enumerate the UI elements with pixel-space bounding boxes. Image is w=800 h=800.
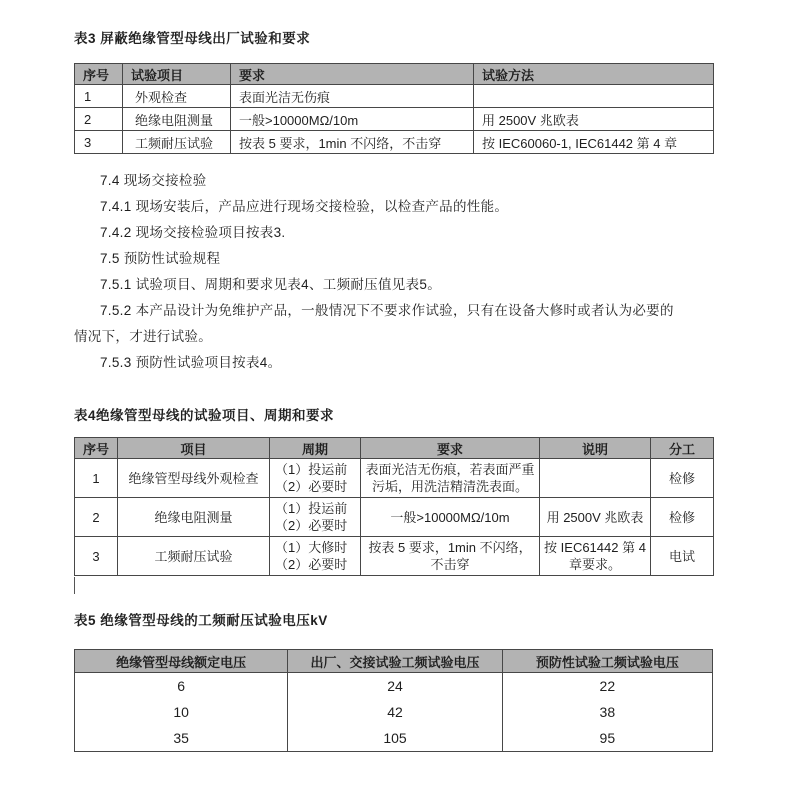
body-paragraphs bbox=[74, 168, 800, 376]
table4 bbox=[74, 437, 714, 576]
table-cell: 24 bbox=[288, 673, 502, 700]
table4-header-cell: 序号 bbox=[75, 438, 118, 459]
table-cell: 绝缘电阻测量 bbox=[118, 498, 270, 537]
table-cell: 1 bbox=[75, 459, 118, 498]
period-line: （2）必要时 bbox=[275, 518, 348, 533]
table-cell: 10 bbox=[75, 699, 288, 725]
table-cell: 95 bbox=[502, 725, 712, 752]
period-line: （1）大修时 bbox=[275, 540, 348, 555]
table5-header-cell: 预防性试验工频试验电压 bbox=[502, 650, 712, 673]
table-cell: 105 bbox=[288, 725, 502, 752]
paragraph-line: 7.4 现场交接检验 bbox=[100, 173, 207, 188]
paragraph-line: 7.4.1 现场安装后，产品应进行现场交接检验，以检查产品的性能。 bbox=[100, 199, 509, 214]
table3-header-cell: 试验方法 bbox=[474, 64, 714, 85]
table3-header-row bbox=[75, 64, 714, 85]
table-cell: 按 IEC60060-1, IEC61442 第 4 章 bbox=[474, 131, 714, 154]
table-cell bbox=[540, 459, 651, 498]
paragraph-line: 7.5 预防性试验规程 bbox=[100, 251, 221, 266]
table3-header-cell: 要求 bbox=[231, 64, 474, 85]
table4-title: 表4绝缘管型母线的试验项目、周期和要求 bbox=[74, 408, 335, 423]
table-cell bbox=[270, 537, 361, 576]
table-row bbox=[75, 108, 714, 131]
table-row bbox=[75, 85, 714, 108]
table-cell: 工频耐压试验 bbox=[123, 131, 231, 154]
table-cell bbox=[474, 85, 714, 108]
table-cell: 38 bbox=[502, 699, 712, 725]
table3-title: 表3 屏蔽绝缘管型母线出厂试验和要求 bbox=[74, 31, 311, 46]
scan-artifact-line bbox=[74, 577, 75, 594]
table-cell: 工频耐压试验 bbox=[118, 537, 270, 576]
table-row bbox=[75, 699, 713, 725]
table-cell: 绝缘电阻测量 bbox=[123, 108, 231, 131]
table-cell: 35 bbox=[75, 725, 288, 752]
table-cell: 用 2500V 兆欧表 bbox=[474, 108, 714, 131]
table3 bbox=[74, 63, 714, 154]
table-cell: 22 bbox=[502, 673, 712, 700]
table-cell: 3 bbox=[75, 131, 123, 154]
table-cell: 检修 bbox=[651, 498, 714, 537]
table-row bbox=[75, 131, 714, 154]
table-cell: 检修 bbox=[651, 459, 714, 498]
paragraph-line: 7.5.2 本产品设计为免维护产品，一般情况下不要求作试验，只有在设备大修时或者认为必要的 bbox=[100, 303, 674, 318]
table-cell: 外观检查 bbox=[123, 85, 231, 108]
table5-header-cell: 出厂、交接试验工频试验电压 bbox=[288, 650, 502, 673]
period-line: （1）投运前 bbox=[275, 462, 348, 477]
table-cell: 一般>10000MΩ/10m bbox=[361, 498, 540, 537]
table-cell: 1 bbox=[75, 85, 123, 108]
paragraph-line: 7.5.3 预防性试验项目按表4。 bbox=[100, 355, 282, 370]
table-row bbox=[75, 537, 714, 576]
table4-header-row bbox=[75, 438, 714, 459]
paragraph-line: 7.4.2 现场交接检验项目按表3. bbox=[100, 225, 286, 240]
table-cell: 表面光洁无伤痕 bbox=[231, 85, 474, 108]
table3-header-cell: 试验项目 bbox=[123, 64, 231, 85]
paragraph-line: 7.5.1 试验项目、周期和要求见表4、工频耐压值见表5。 bbox=[100, 277, 441, 292]
table-cell: 按表 5 要求，1min 不闪络，不击穿 bbox=[231, 131, 474, 154]
period-line: （2）必要时 bbox=[275, 479, 348, 494]
table-cell: 按 IEC61442 第 4 章要求。 bbox=[540, 537, 651, 576]
table-cell: 42 bbox=[288, 699, 502, 725]
period-line: （2）必要时 bbox=[275, 557, 348, 572]
table-cell: 3 bbox=[75, 537, 118, 576]
table-cell: 用 2500V 兆欧表 bbox=[540, 498, 651, 537]
paragraph-line: 情况下，才进行试验。 bbox=[74, 329, 212, 344]
table5-header-cell: 绝缘管型母线额定电压 bbox=[75, 650, 288, 673]
table-cell: 按表 5 要求，1min 不闪络，不击穿 bbox=[361, 537, 540, 576]
table-row bbox=[75, 498, 714, 537]
table-cell: 2 bbox=[75, 108, 123, 131]
table-cell: 一般>10000MΩ/10m bbox=[231, 108, 474, 131]
table5-header-row bbox=[75, 650, 713, 673]
table-cell bbox=[270, 459, 361, 498]
table-cell bbox=[270, 498, 361, 537]
period-line: （1）投运前 bbox=[275, 501, 348, 516]
table-cell: 6 bbox=[75, 673, 288, 700]
table3-header-cell: 序号 bbox=[75, 64, 123, 85]
table4-header-cell: 周期 bbox=[270, 438, 361, 459]
table5-title: 表5 绝缘管型母线的工频耐压试验电压kV bbox=[74, 613, 328, 628]
table-cell: 表面光洁无伤痕，若表面严重污垢，用洗洁精清洗表面。 bbox=[361, 459, 540, 498]
table4-header-cell: 要求 bbox=[361, 438, 540, 459]
table-row bbox=[75, 725, 713, 752]
table4-header-cell: 分工 bbox=[651, 438, 714, 459]
table4-header-cell: 说明 bbox=[540, 438, 651, 459]
table4-header-cell: 项目 bbox=[118, 438, 270, 459]
table-cell: 2 bbox=[75, 498, 118, 537]
table-cell: 电试 bbox=[651, 537, 714, 576]
table-row bbox=[75, 673, 713, 700]
table5 bbox=[74, 649, 713, 752]
table-row bbox=[75, 459, 714, 498]
table-cell: 绝缘管型母线外观检查 bbox=[118, 459, 270, 498]
